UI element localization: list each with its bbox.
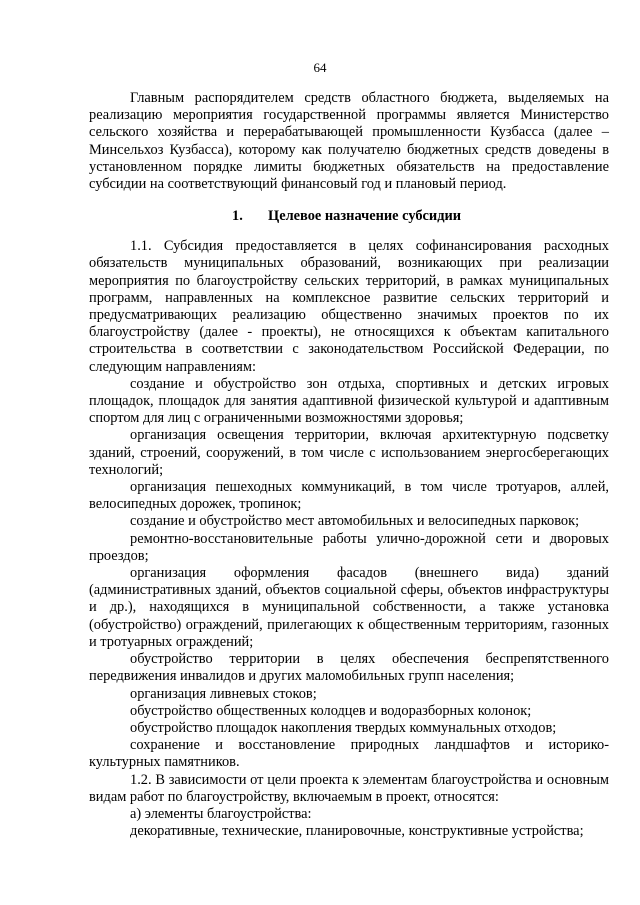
list-item-parking: создание и обустройство мест автомобильных и велосипедных парковок; — [130, 513, 580, 530]
list-item-landscapes: сохранение и восстановление природных ландшафтов и историко-культурных памятников. — [89, 737, 609, 771]
list-item-waste-sites: обустройство площадок накопления твердых коммунальных отходов; — [130, 719, 557, 736]
intro-paragraph: Главным распорядителем средств областного бюджета, выделяемых на реализацию мероприятия государственной программы является Министерство сельского хозяйства и перерабатывающей промышленности Кузбасса (далее – Минсельхоз Кузбасса), которому как получателю бюджетных средств доведены в установленном порядке лимиты бюджетных обязательств на предоставление субсидии на соответствующий финансовый год и плановый период. — [89, 90, 609, 193]
list-item-lighting: организация освещения территории, включая архитектурную подсветку зданий, строений, сооружений, в том числе с использованием энергосберегающих технологий; — [89, 427, 609, 478]
paragraph-1-1: 1.1. Субсидия предоставляется в целях софинансирования расходных обязательств муниципальных образований, возникающих при реализации мероприятия по благоустройству сельских территорий, в рамках муниципальных программ, направленных на комплексное развитие сельских территорий и предусматривающих реализацию общественно значимых проектов по их благоустройству (далее - проекты), не относящихся к объектам капитального строительства в соответствии с законодательством Российской Федерации, по следующим направлениям: — [89, 238, 609, 375]
section-number: 1. — [232, 208, 243, 225]
list-item-storm-drains: организация ливневых стоков; — [130, 685, 317, 702]
page-number: 64 — [313, 60, 327, 75]
list-item-recreation-zones: создание и обустройство зон отдыха, спортивных и детских игровых площадок, площадок для занятия адаптивной физической культурой и адаптивным спортом для лиц с ограниченными возможностями здоровья; — [89, 375, 609, 427]
section-title: Целевое назначение субсидии — [268, 208, 462, 225]
document-body — [89, 90, 609, 840]
subitem-a: а) элементы благоустройства: — [130, 805, 312, 822]
list-item-devices: декоративные, технические, планировочные, конструктивные устройства; — [130, 823, 584, 840]
list-item-wells: обустройство общественных колодцев и водоразборных колонок; — [130, 702, 532, 719]
list-item-road-repair: ремонтно-восстановительные работы улично-дорожной сети и дворовых проездов; — [89, 530, 609, 564]
list-item-accessibility: обустройство территории в целях обеспечения беспрепятственного передвижения инвалидов и других маломобильных групп населения; — [89, 651, 609, 685]
list-item-pedestrian: организация пешеходных коммуникаций, в том числе тротуаров, аллей, велосипедных дорожек, тропинок; — [89, 479, 609, 513]
section-heading — [89, 207, 609, 225]
paragraph-1-2: 1.2. В зависимости от цели проекта к элементам благоустройства и основным видам работ по благоустройству, включаемым в проект, относятся: — [89, 771, 609, 805]
list-item-facades: организация оформления фасадов (внешнего вида) зданий (административных зданий, объектов социальной сферы, объектов инфраструктуры и др.), находящихся в муниципальной собственности, а также установка (обустройство) ограждений, прилегающих к общественным территориям, газонных и тротуарных ограждений; — [89, 565, 609, 650]
